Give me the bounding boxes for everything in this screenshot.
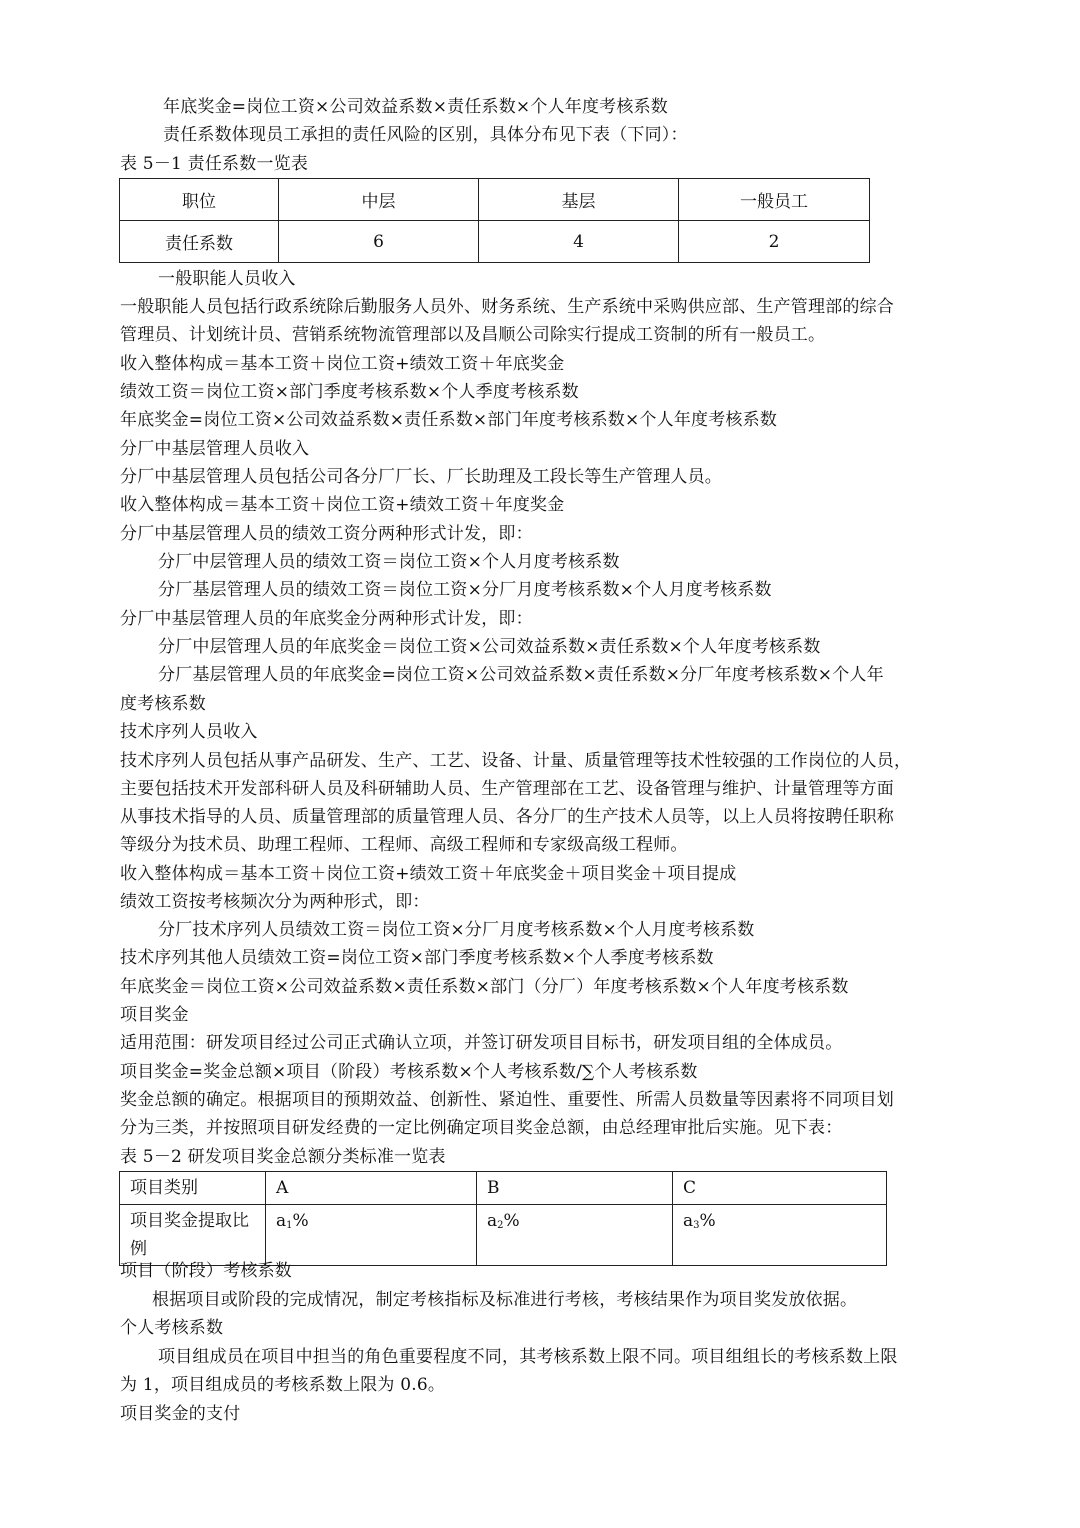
- responsibility-coefficient-intro: 责任系数体现员工承担的责任风险的区别，具体分布见下表（下同）：: [163, 125, 688, 145]
- formula-line: 分厂基层管理人员的年底奖金=岗位工资×公司效益系数×责任系数×分厂年度考核系数×个人年: [158, 665, 884, 685]
- formula-line: 分厂中层管理人员的绩效工资＝岗位工资×个人月度考核系数: [158, 552, 620, 572]
- percent-sign: %: [503, 1211, 520, 1231]
- table-cell: 项目奖金提取比例: [120, 1205, 266, 1266]
- table-cell: 项目类别: [120, 1172, 266, 1205]
- paragraph-line: 分为三类，并按照项目研发经费的一定比例确定项目奖金总额，由总经理审批后实施。见下表：: [120, 1118, 843, 1138]
- table-cell: [477, 1205, 673, 1266]
- paragraph-line: 主要包括技术开发部科研人员及科研辅助人员、生产管理部在工艺、设备管理与维护、计量管理等方面: [120, 779, 894, 799]
- paragraph-line: 技术序列人员包括从事产品研发、生产、工艺、设备、计量、质量管理等技术性较强的工作岗位的人员，: [120, 751, 912, 771]
- formula-line: 年底奖金=岗位工资×公司效益系数×责任系数×部门年度考核系数×个人年度考核系数: [120, 410, 778, 430]
- paragraph-line: 等级分为技术员、助理工程师、工程师、高级工程师和专家级高级工程师。: [120, 835, 688, 855]
- paragraph-line: 奖金总额的确定。根据项目的预期效益、创新性、紧迫性、重要性、所需人员数量等因素将不同项目划: [120, 1090, 894, 1110]
- section-heading: 技术序列人员收入: [120, 722, 258, 742]
- formula-line: 项目奖金=奖金总额×项目（阶段）考核系数×个人考核系数/∑个人考核系数: [120, 1062, 698, 1082]
- paragraph-line: 项目组成员在项目中担当的角色重要程度不同，其考核系数上限不同。项目组组长的考核系数上限: [158, 1347, 898, 1367]
- table-row: [120, 179, 870, 221]
- table1-caption: 表 5－1 责任系数一览表: [120, 154, 309, 174]
- formula-line: 收入整体构成＝基本工资＋岗位工资+绩效工资＋年度奖金: [120, 495, 565, 515]
- paragraph-line: 适用范围：研发项目经过公司正式确认立项，并签订研发项目目标书，研发项目组的全体成员。: [120, 1033, 843, 1053]
- section-heading: 一般职能人员收入: [158, 269, 296, 289]
- section-heading: 项目（阶段）考核系数: [120, 1261, 292, 1281]
- table-row: [120, 221, 870, 263]
- ratio-subscript: 3: [693, 1220, 700, 1231]
- formula-line: 分厂中层管理人员的年底奖金＝岗位工资×公司效益系数×责任系数×个人年度考核系数: [158, 637, 821, 657]
- table-cell: A: [266, 1172, 477, 1205]
- paragraph-line: 根据项目或阶段的完成情况，制定考核指标及标准进行考核，考核结果作为项目奖发放依据。: [152, 1290, 858, 1310]
- table-row: [120, 1172, 887, 1205]
- ratio-symbol: a: [487, 1211, 498, 1231]
- paragraph-line: 分厂中基层管理人员的年底奖金分两种形式计发，即：: [120, 609, 533, 629]
- ratio-symbol: a: [276, 1211, 287, 1231]
- table-cell: 一般员工: [679, 179, 870, 221]
- paragraph-line: 从事技术指导的人员、质量管理部的质量管理人员、各分厂的生产技术人员等，以上人员将按聘任职称: [120, 807, 894, 827]
- section-heading: 项目奖金: [120, 1005, 189, 1025]
- formula-line: 绩效工资＝岗位工资×部门季度考核系数×个人季度考核系数: [120, 382, 579, 402]
- table-cell: 6: [279, 221, 479, 263]
- ratio-subscript: 2: [497, 1220, 504, 1231]
- formula-line: 分厂技术序列人员绩效工资＝岗位工资×分厂月度考核系数×个人月度考核系数: [158, 920, 755, 940]
- table2-caption: 表 5－2 研发项目奖金总额分类标准一览表: [120, 1147, 446, 1167]
- section-heading: 项目奖金的支付: [120, 1404, 241, 1424]
- paragraph-line: 分厂中基层管理人员包括公司各分厂厂长、厂长助理及工段长等生产管理人员。: [120, 467, 722, 487]
- table-cell: [673, 1205, 887, 1266]
- paragraph-line: 一般职能人员包括行政系统除后勤服务人员外、财务系统、生产系统中采购供应部、生产管理部的综合: [120, 297, 894, 317]
- year-end-bonus-formula: 年底奖金=岗位工资×公司效益系数×责任系数×个人年度考核系数: [163, 97, 668, 117]
- formula-line: 收入整体构成＝基本工资＋岗位工资+绩效工资＋年底奖金: [120, 354, 565, 374]
- formula-line: 度考核系数: [120, 694, 206, 714]
- table-cell: B: [477, 1172, 673, 1205]
- percent-sign: %: [699, 1211, 716, 1231]
- ratio-symbol: a: [683, 1211, 694, 1231]
- project-bonus-table: [119, 1171, 887, 1266]
- responsibility-coefficient-table: [119, 178, 870, 263]
- table-cell: [266, 1205, 477, 1266]
- section-heading: 个人考核系数: [120, 1318, 224, 1338]
- formula-line: 收入整体构成＝基本工资＋岗位工资+绩效工资＋年底奖金＋项目奖金＋项目提成: [120, 864, 737, 884]
- ratio-subscript: 1: [286, 1220, 293, 1231]
- table-cell: 2: [679, 221, 870, 263]
- table-cell: 责任系数: [120, 221, 279, 263]
- paragraph-line: 绩效工资按考核频次分为两种形式，即：: [120, 892, 430, 912]
- table-cell: 基层: [479, 179, 679, 221]
- percent-sign: %: [292, 1211, 309, 1231]
- formula-line: 技术序列其他人员绩效工资=岗位工资×部门季度考核系数×个人季度考核系数: [120, 948, 714, 968]
- section-heading: 分厂中基层管理人员收入: [120, 439, 310, 459]
- paragraph-line: 分厂中基层管理人员的绩效工资分两种形式计发，即：: [120, 524, 533, 544]
- table-cell: 4: [479, 221, 679, 263]
- formula-line: 分厂基层管理人员的绩效工资＝岗位工资×分厂月度考核系数×个人月度考核系数: [158, 580, 772, 600]
- paragraph-line: 为 1，项目组成员的考核系数上限为 0.6。: [120, 1375, 446, 1395]
- paragraph-line: 管理员、计划统计员、营销系统物流管理部以及昌顺公司除实行提成工资制的所有一般员工。: [120, 325, 826, 345]
- formula-line: 年底奖金＝岗位工资×公司效益系数×责任系数×部门（分厂）年度考核系数×个人年度考核系数: [120, 977, 849, 997]
- table-cell: 中层: [279, 179, 479, 221]
- table-cell: C: [673, 1172, 887, 1205]
- table-cell: 职位: [120, 179, 279, 221]
